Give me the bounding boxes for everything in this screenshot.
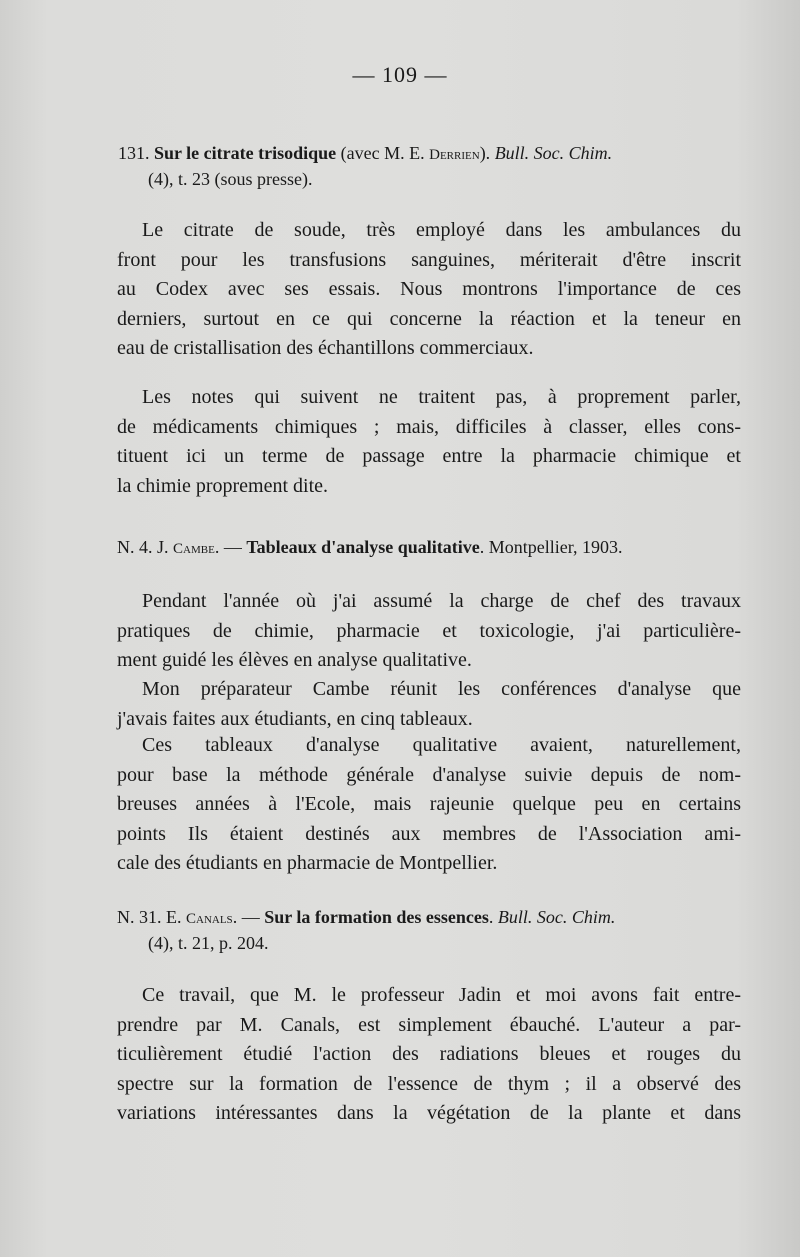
text-line: au Codex avec ses essais. Nous montrons l'importance de ces — [117, 278, 741, 300]
entry-n31-ref — [148, 930, 269, 956]
entry-journal: Bull. Soc. Chim. — [497, 907, 616, 927]
entry-separator: . — — [214, 537, 247, 557]
paragraph-canals — [117, 981, 741, 1129]
text-line: spectre sur la formation de l'essence de thym ; il a observé des — [117, 1072, 741, 1095]
text-line: j'avais faites aux étudiants, en cinq tableaux. — [117, 707, 473, 730]
text-line: derniers, surtout en ce qui concerne la réaction et la teneur en — [117, 307, 741, 330]
entry-ref: (4), t. 21, p. 204. — [148, 933, 269, 953]
text-line: variations intéressantes dans la végétation de la plante et dans — [117, 1102, 741, 1124]
entry-title: Tableaux d'analyse qualitative — [246, 537, 480, 557]
entry-number: N. 4. J. — [117, 537, 174, 557]
text-line: breuses années à l'Ecole, mais rajeunie quelque peu en certains — [117, 793, 741, 815]
text-line: Ce travail, que M. le professeur Jadin et moi avons fait entre- — [142, 984, 741, 1006]
text-line: la chimie proprement dite. — [117, 474, 329, 497]
text-line: Les notes qui suivent ne traitent pas, à proprement parler, — [142, 386, 741, 408]
entry-131-ref — [148, 166, 312, 192]
text-line: Le citrate de soude, très employé dans les ambulances du — [142, 219, 741, 241]
paragraph-citrate — [117, 216, 741, 364]
entry-author: Cambe — [173, 541, 215, 557]
text-line: cale des étudiants en pharmacie de Montpellier. — [117, 852, 498, 874]
text-line: de médicaments chimiques ; mais, difficiles à classer, elles cons- — [117, 415, 741, 438]
entry-number: N. 31. E. — [117, 907, 186, 927]
entry-journal: Bull. Soc. Chim. — [494, 143, 613, 163]
entry-collab-prefix: (avec M. E. — [340, 143, 430, 163]
entry-collab-suffix: ). — [479, 143, 491, 163]
paragraph-notes — [117, 383, 741, 501]
entry-131-heading — [118, 140, 758, 168]
text-line: Mon préparateur Cambe réunit les conférences d'analyse que — [142, 678, 741, 700]
text-line: Ces tableaux d'analyse qualitative avaient, naturellement, — [142, 734, 741, 756]
text-line: points Ils étaient destinés aux membres de l'Association ami- — [117, 822, 741, 845]
paragraph-cambe-1 — [117, 587, 741, 676]
text-line: tituent ici un terme de passage entre la pharmacie chimique et — [117, 445, 741, 467]
entry-collab-name: Derrien — [429, 147, 480, 163]
page-number: — 109 — — [352, 62, 448, 87]
entry-n31-heading — [117, 904, 757, 932]
text-line: front pour les transfusions sanguines, mériterait d'être inscrit — [117, 248, 741, 271]
entry-title: Sur la formation des essences — [264, 907, 489, 927]
text-line: pour base la méthode générale d'analyse suivie depuis de nom- — [117, 763, 741, 786]
paragraph-cambe-3 — [117, 731, 741, 879]
entry-title: Sur le citrate trisodique — [154, 143, 337, 163]
paragraph-cambe-2 — [117, 675, 741, 734]
entry-separator: . — — [232, 907, 265, 927]
text-line: pratiques de chimie, pharmacie et toxicologie, j'ai particulière- — [117, 619, 741, 642]
text-line: ment guidé les élèves en analyse qualitative. — [117, 649, 472, 671]
text-line: ticulièrement étudié l'action des radiations bleues et rouges du — [117, 1043, 741, 1065]
entry-place: . Montpellier, 1903. — [479, 537, 623, 557]
text-line: Pendant l'année où j'ai assumé la charge de chef des travaux — [142, 590, 741, 612]
entry-number: 131. — [118, 143, 150, 163]
entry-n4-heading — [117, 534, 757, 562]
entry-author: Canals — [186, 911, 233, 927]
entry-ref: (4), t. 23 (sous presse). — [148, 169, 313, 189]
text-line: eau de cristallisation des échantillons commerciaux. — [117, 337, 534, 359]
entry-dot: . — [488, 907, 498, 927]
text-line: prendre par M. Canals, est simplement ébauché. L'auteur a par- — [117, 1013, 741, 1036]
